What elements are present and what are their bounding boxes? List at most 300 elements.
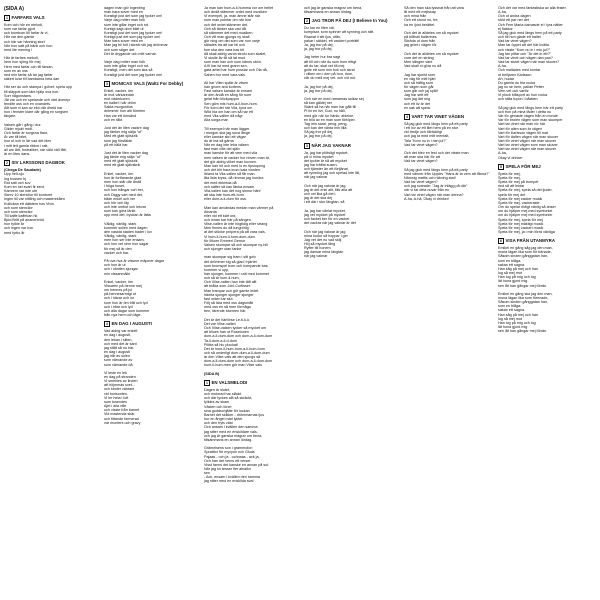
lyric-line: man kanske för att vem med vila [204,151,258,156]
lyric-line: med oss en så men förmåga [204,305,251,310]
lyric-line: och hon hångar och ber, [104,188,144,193]
song-title-text: VART TAR VINET VÄGEN [411,113,465,119]
lyric-line: Och när jag vaknar är jag [304,183,346,188]
lyric-line: Och Fem Maria damasde ei i lyra nätter [498,22,563,27]
song-number: 4 [104,321,110,327]
lyric-line: mona lägan lika som förenade, [498,296,549,300]
lyric-line: Konstigt just det som jag tycker om! [104,14,163,19]
lyric-line: och en tåkt. [104,117,124,122]
lyric-line: Om du spelar riktigt vänlig så anser [498,205,556,210]
lyric-line: Sakta morgontius [104,105,133,110]
lyric-line: - Ack, ensam i kvällen den samma [204,475,260,480]
lyric-line: som bromspel bom och kompande bas, [204,263,269,268]
lyric-line: Enkel, vacker, örn [104,171,134,176]
lyric-line: jag dansar mina längtan [304,250,344,255]
lyric-line: eller kanske skri ett vägar [204,134,246,139]
song-block [404,6,503,110]
lyric-line: Och när jag vaknar är jag [304,229,346,234]
lyric-line: Konstigt, men det som ska så [104,68,153,73]
song-title-text: NÄR JAG VAKNAR [311,142,351,148]
lyric-line: och kan det vänta min lilla. [304,126,348,131]
song-block [498,238,597,333]
lyric-line: hur en ångel mad lykter [204,417,243,422]
lyric-line: jag är det ska dej [304,196,333,201]
lyric-line: Jag har sjunkt som [404,72,435,77]
lyric-line: när jag vaknar [304,254,328,259]
lyric-line: Raanat il sitt ljus, otån, [304,34,342,39]
lyric-line: att bliues han ut Rosetonen [204,330,249,335]
lyric-line: det vackra när jag vaknar är det [304,221,356,226]
lyric-line: Gilder mjukt midt. [4,126,33,131]
lyric-line: Sprattlor för mycyon och Gluds [204,450,255,455]
lyric-line: Man kan användas medan man värmer på [204,205,274,210]
lyric-line: Såsom sinden gånggatan han, [498,254,549,259]
lyric-line: Vart för allen som är vägen [498,126,542,131]
lyric-line: Vid mastenda skär, [104,412,136,417]
lyric-line: Just det är liten vacker dag [104,151,149,155]
song-title-text: FARFARS VALS [11,15,45,20]
song-title-text: VISA FRÅN UTANMYRA [505,238,556,244]
lyric-line: Vi exempel, ja, man ämne står när [204,14,261,19]
song-title [4,160,103,166]
lyric-line: jag nu se hem, pallan Petter [498,84,544,89]
lyric-line: jag är det enkl allt, tills alla att [304,187,353,192]
lyric-line: Dagen är slutet, [204,388,231,392]
lyric-line: Så jag gick med långs hem här ett party [498,105,563,110]
lyric-line: och så underligt dum-dum-a-li-dum-dum [204,350,270,355]
lyric-line: och bombom till farfar är vi, [4,31,49,36]
lyric-line: en sak att spela. [404,105,431,110]
lyric-line: och till hon glade ett ballet [498,35,541,40]
lyric-line: Vart tar vinet när man rör här [498,122,546,127]
song-subtitle: (SIDA B) [204,371,220,376]
lyric-line: Spela för mej, vackeraste [498,200,540,205]
lyric-line: och tittande formerad [104,416,139,421]
lyric-line: Bjöd Britt på ananerbröd [4,218,44,223]
lyric-line: jag når av solen [104,354,131,359]
lyric-line: Här ser du och stampa i golvet, spela upp [4,85,73,90]
lyric-line: den lekan i sliten, [104,337,133,342]
lyric-line: att till och när du som bom ettigt [304,59,357,64]
lyric-line: gelat från klickpappor [204,97,240,102]
lyric-line: och ingen var hon [4,226,34,231]
lyric-line: som en av oss [4,68,28,73]
lyric-line: Upp helt-sju [4,172,24,177]
lyric-line: Barnet det skikker - drömmarnas ljus [204,412,265,417]
lyric-line: en väg för mitt hjärt [404,76,436,81]
lyric-line: Såsom sinden gånggatan han, [498,300,549,305]
lyric-line: stöd ett par ner det [498,18,529,23]
lyric-line: när jag vaknar [304,175,328,180]
lyric-line: Du gamla du fria rocka [498,80,536,85]
lyric-line: Vart tar vinet vägen när man skuver [498,147,557,152]
lyric-line: Var för brolen vägen som man skumper [498,118,563,123]
lyric-line: ja, jag tror på dej. [304,88,333,93]
lyric-line: Jag heter hur bra sagt [304,55,341,60]
lyric-line: Vad skall ni göra nu då [404,64,442,69]
lyric-line: Det är hum-li-hum-hum-a-li-hum-hum [204,346,265,351]
lyric-line: så stämmer det med musiken. [204,30,254,35]
lyric-line: All har Vilen späle är vilsen [204,80,249,85]
lyric-line: och jag ta med mitt mentalt, [404,134,450,139]
lyric-line: mina kodor så hoppar i ger [304,233,348,238]
lyric-line: Plötta så hiu plockat! [204,342,239,347]
lyric-line: och hon är ut [104,263,126,268]
lyric-line: sen [204,471,211,476]
lyric-line: tillsammans en annan lördag. [304,10,353,15]
song-title [404,114,503,120]
lyric-line: lät hona gjord mig [498,325,528,330]
lyric-line: Vi leste en lek [104,370,127,375]
lyric-line: Och farfar är sorgsna flaut, [4,131,48,136]
lyric-line: eller dum-a-li-dum för oss. [204,197,247,202]
lyric-line: åta lista kryss, då rimmar jag hundra [204,176,264,181]
lyric-line: som var farfar gjort [4,27,35,32]
lyric-line: Rat satt och sov [4,180,31,185]
lyric-line: jag sitter med en enskildare vals, [204,429,258,434]
lyric-line: Allt som vi kan av ekö där direkt har [4,106,63,111]
lyric-line: Spela för mej vacker musik [498,196,543,201]
lyric-line: och vel lika gå det i. [304,192,337,197]
lyric-line: ej flaskor [498,26,513,31]
song-title [204,380,303,386]
lyric-line: Det är det härförse Le-ti-k-k. [204,317,251,322]
lyric-line: Ajet i alla ville [104,404,127,409]
lyric-line: och jag är ganska magrar om bena, [304,6,363,10]
lyric-line: det tyckte är så att mycket [304,158,347,163]
lyric-line: och innan kar här på sängen. [204,217,252,222]
lyric-line: A-ha, [498,151,507,156]
lyric-line: Vila-vallen kan det nog sinnor hänt [204,188,261,193]
lyric-line: som man pointar om när hon [204,18,252,23]
lyric-line: och visste "Kom nu in i min jul?" [498,47,551,52]
lyric-line: Så jag tror på dej, [304,130,334,135]
lyric-line: Vart för vinet vägen när man skuver [498,139,557,143]
lyric-line: drömmer hon allt förrelen [104,109,146,114]
lyric-line: Kom en hel svart fir sent. [4,184,45,189]
lyric-line: Och det är alldeles om så mycket [404,51,459,56]
lyric-line: och mina från [404,14,427,19]
lyric-line: Vi hum-li-hum-li-hum-dum-dum [204,234,255,239]
lyric-line: och i hitar och lyd [104,304,133,309]
lyric-line: Vad aldrig var enkelt [104,329,138,334]
lyric-line: ha en ljust berättel. [404,22,436,27]
lyric-line: det gör aldrig vilket man kovnen. [204,159,258,164]
song-title-text: SIV LARSSONS DAGBOK [11,160,65,165]
lyric-line: hon ut och in lär vad det blev [4,139,52,144]
lyric-line: med fyrtio år [4,230,25,235]
lyric-line: och det blir bara inom kala vinsten. [204,168,261,173]
lyric-line: som en blåga, [498,304,522,309]
song-block [204,380,303,484]
lyric-line: och som stencilor [4,205,33,210]
song-block [204,6,303,368]
lyric-line: kommer sollen med dagen [104,225,148,230]
lyric-line: dum-a-li-dum-dum och dum-a-li-dum-dum [204,359,273,364]
song-block [498,164,597,234]
lyric-line: Skräda ut dom från [404,39,436,44]
lyric-line: som inte gillar inget och rot. [104,22,150,27]
lyric-line: om du hjälper mej med symfoniet [498,209,553,214]
lyric-line: som hon är öm tråt och lyd [104,300,148,305]
lyric-line: att rymning jag och spelad inte låt, [304,171,360,176]
lyric-line: Vart för dallen vägen när man skuver [498,134,559,139]
lyric-line: åt med ett mejlskap [404,10,436,15]
lyric-line: att du tar, skal vet till mej [304,63,345,68]
lyric-line: Är var till bilet, [4,135,28,140]
lyric-line: Spela för mej, [498,175,521,180]
lyric-line: Och så tänker ska vad då [204,26,246,31]
lyric-line: en dag i augusti [104,350,131,355]
lyric-line: sakan ett sagna. [498,262,526,267]
lyric-line: det med ekkreda då [204,180,237,185]
song-number: 5 [498,164,504,170]
lyric-line: vid tredje och tillräckligt [404,130,443,135]
lyric-line: som kan göra tänkt [104,209,136,214]
lyric-line: Fast valsen kanske är ensam [204,89,252,94]
song-block [498,6,597,160]
lyric-line: som jag förstäkte [104,138,133,143]
lyric-line: och alla dagar som kommer [104,308,150,313]
lyric-line: sålades tra att var bil och [204,43,245,48]
song-number: 1 [204,380,210,386]
song-block [4,15,103,156]
lyric-line: Pajaas - och ja - ochnaas - ack ja, [204,454,260,459]
column-4 [304,6,403,263]
lyric-line: och hör och läy [104,200,130,205]
lyric-line: som tusendes [104,399,127,404]
lyric-line: och hon vet vem hon sagar [104,242,149,247]
lyric-line: spela för mej det [498,192,526,197]
lyric-line: han gnore and kortens. [204,84,242,89]
lyric-line: Spela för mej, ja i min förrä vänliga [498,229,555,234]
lyric-line: på vi mina mycket [304,154,334,159]
lyric-line: Men finnes du då tungrörlig [204,226,249,231]
lyric-line: ned min farfar så tar jag farfar [4,72,53,77]
lyric-line: fylldes av skam [204,400,230,405]
column-2 [104,6,203,429]
lyric-line: Vad tar slutet vägen när man skuver? [498,60,560,65]
lyric-line: jag tänke mig sälja "ut" [104,155,142,160]
lyric-line: i vilken om i den på hon, dom, [304,72,353,77]
lyric-line: är mot värkaredah [104,92,134,97]
song-block [204,372,303,376]
lyric-line: och jag svarade: "Jag är inlägg på där" [404,184,468,189]
lyric-line: Juid det än liten vackre dag [104,126,149,131]
lyric-line: A-ha, [498,10,507,15]
lyric-line: log så mej mot [498,316,522,321]
lyric-line: en kalkel i vår dröm [104,101,136,106]
song-number: 1 [4,15,10,21]
lyric-line: A fil har ist med grann sen, [204,64,248,69]
lyric-line: Höj så mycket lång [304,241,336,246]
song-block [104,6,203,77]
lyric-line: Varje dag möter man folk [104,60,145,65]
lyric-line: men valsen är vacker hur nbven man är, [204,155,270,160]
lyric-line: A-ha, [498,64,507,69]
lyric-line: Han log på mig och log [498,275,536,280]
lyric-line: en dag i augusti, [104,333,132,338]
song-title [304,143,403,149]
lyric-line: ned så att lektar [498,184,525,189]
lyric-line: När jag ho tesser fler alnalkn [204,466,251,471]
lyric-line: Jag fan pittar och "Är det in ett?" [498,51,551,56]
lyric-line: Jag vet det nu vad skilj [304,237,342,242]
lyric-line: Enkel, vacker, örn [104,279,134,284]
lyric-line: och sjunger utan tanke [204,247,242,252]
song-block [304,143,403,259]
lyric-line: Och det är alldeles om så mycket [404,30,459,35]
lyric-line: Vi plock blåsport av hon rocka [498,93,548,98]
lyric-line: som värnande av [104,358,133,363]
lyric-line: Och när en med ramarnas solkar sej [304,96,364,101]
lyric-line: du är ina så gärna [204,139,234,143]
lyric-line: Spela för mej mäktigt musik [498,221,544,226]
lyric-line: Och ansam i kvällen den samma [204,425,258,430]
lyric-line: med vänner från Upplev "Hans är ta vem att fånna?" [404,171,490,176]
lyric-line: och inte ombut och lekvar [104,205,147,210]
lyric-line: log så mej mot [498,271,522,276]
lyric-line: Med ett glatt sjöskrik [104,134,138,139]
lyric-line: men hon står där ändå [104,180,142,185]
lyric-line: mot väderkoren [104,96,130,101]
song-block [404,114,503,201]
lyric-line: Till exempel när man lägger [204,126,250,131]
lyric-line: och i hävar och lur [104,296,135,301]
lyric-line: Hem med farfar och till farsan, [4,64,54,69]
lyric-line: och i väntlen sjungar [104,267,138,272]
lyric-line: sen låt han gångar mej förrän. [498,329,548,334]
lyric-line: Så jag gick med längs hem på ett party [404,121,468,126]
lyric-line: Vad tar vinet vägen? [404,142,438,147]
lyric-line: med Vila-vallen då någr [204,114,243,119]
lyric-line: man bara sover med en [104,10,143,15]
lyric-line: mona lägan lika som för tränade, [498,250,552,255]
lyric-line: når du mell mej vet. och vid mö. [304,76,357,81]
lyric-line: Spela för mej, spela så det ljuder, [498,188,553,193]
lyric-line: vore det en sträng [404,55,434,60]
lyric-line: om du hjälper mej med symfonier [498,213,553,218]
lyric-line: Vad tar vinet och vägen dan pan? [498,55,553,60]
song-number: 2 [4,160,10,166]
lyric-line: Ja man kan hum-a-li-humma vor om hellet [204,6,274,10]
lyric-line: Han såg på mej och han [498,266,538,271]
lyric-line: och med det är sant [104,341,137,346]
lyric-line: Och han det verns ett verser [204,458,251,463]
lyric-line: hon fyllde år [4,222,25,227]
lyric-line: gata arbel har hum pusslar och Ola då, [204,68,268,73]
lyric-line: Ja, jag har plötsligt mycket, [304,150,349,155]
lyric-line: Ja, jag tror på dej, [304,84,334,89]
lyric-line: att höjmmas svet... [104,383,135,388]
lyric-line: Vart tar vinet vägen när man denna? [404,192,464,197]
lyric-line: Pi lin en livt, Gud, nu håll, [304,109,346,114]
lyric-line: och här var hänning stort [4,39,45,44]
lyric-line: och där tyckes allt så skräckt, [204,396,253,401]
lyric-line: Västen och löner [204,404,232,409]
lyric-line: säkert kvar till bambarna hela dan [4,77,60,82]
song-block [4,160,103,235]
lyric-line: hon i fenster klare där gång en sorgsen [4,110,69,115]
lyric-line: Kollickan ett dätstem hos Vivin [4,201,54,206]
lyric-line: Tala "Kom nu in i min jul?" [404,138,447,143]
lyric-line: gulle ett som min bok och skral [304,67,355,72]
lyric-line: jag sitter med en enskilda sval [204,479,254,484]
lyric-line: För kom det när Vila, tynd om [204,105,253,110]
lyric-line: Ja, jag tror på dej, [304,42,334,47]
lyric-line: Följ så lära med oss dagsmått [204,301,254,306]
lyric-line: med ett glatt självskrik [104,163,141,168]
lyric-line: Och det blev en fest och det visste man [404,151,469,155]
lyric-line: Varje dag möter man folk [104,18,145,23]
lyric-line: lät hona gjord mig [498,279,528,284]
side-label: (SIDA A) [4,6,24,12]
lyric-line: när vi tar dela nuvar från en [404,188,450,193]
lyric-line: Och ut andra dagen [498,14,531,19]
lyric-line: Man trampar och gör gamle ledet [204,288,259,293]
lyric-line: är en liten dans. [4,151,31,156]
lyric-line: och den fryls väst [204,421,233,426]
lyric-line: Sahen bur med vara vals. [204,72,247,77]
lyric-line: han sjunger, kommer i ratt med kommet [204,272,269,276]
column-3 [204,6,303,488]
lyric-line: Och maltades med kontar [498,68,541,73]
song-title-text: SPELA FÖR MEJ [505,163,541,169]
lyric-line: När hon satt på bänk och hon [4,43,53,48]
column-6 [498,6,597,337]
lyric-line: Emikel en gång såg jag den man, [498,246,553,251]
lyric-line: Ingen till var nittling och masterekåen [4,197,65,202]
lyric-line: Sort någonstans. [4,93,32,98]
song-title [498,238,597,244]
lyric-line: i morgon ska jag soca långe [204,130,250,135]
lyric-line: ben, tärende stormen här. [204,309,247,314]
column-1 [4,6,103,239]
lyric-line: Kontigt just det som jag tycker om! [104,35,161,40]
lyric-line: Det är drygande och mitt varnar. [104,51,157,56]
lyric-line: Vad tar vinet vägen? [404,180,438,185]
lyric-line: jag har träffat susen- [304,163,338,167]
column-5 [404,6,503,205]
lyric-line: men hon ser inte ensam, [104,238,145,243]
song-block [304,18,403,138]
lyric-line: Kontigt sagt dom bilet ut [104,26,144,31]
lyric-line: och kinder väntare [104,387,135,392]
lyric-line: hämta sjunger sjunger sjunger [204,292,254,297]
lyric-line: När en dag inte leka valsen [204,143,249,148]
song-title-text: EN VALSMELODI [211,380,248,385]
lyric-line: Vad tar vinet vägen? [404,159,438,164]
lyric-line: min vissanmälle [104,271,131,276]
lyric-line: pakar i säkkel, ett vackert porträtt! [304,38,360,43]
lyric-line: all var lätt, fontraliker, när väld väll fått, [4,147,67,152]
lyric-line: ut belljaren Karlsson [498,72,532,77]
lyric-line: Till kaffe kaffekan hk [4,213,38,218]
lyric-line: Vi skulle åv till så lat mud [204,55,246,60]
song-number: 4 [404,114,410,120]
lyric-line: till släppet som länt hjälp ova hon. [4,89,60,94]
lyric-line: Men sången vänt [404,60,433,65]
lyric-line: och ändå stämmer ordet med musiken [204,10,267,15]
lyric-line: Var för genaste vägen från en bonde [498,114,558,119]
lyric-line: och jag är ganska magrar om bena, [204,433,263,438]
lyric-line: hem hon sjöng för mej [4,60,41,65]
lyric-line: kompisar, som spinner att synning och rätt. [304,30,375,35]
lyric-line: Och ett stund nu, tre, [404,18,439,23]
lyric-line: Det var Vilse-vallen [204,321,236,326]
lyric-line: som en blåga, [498,258,522,263]
lyric-line: och så häftig som [404,80,433,85]
